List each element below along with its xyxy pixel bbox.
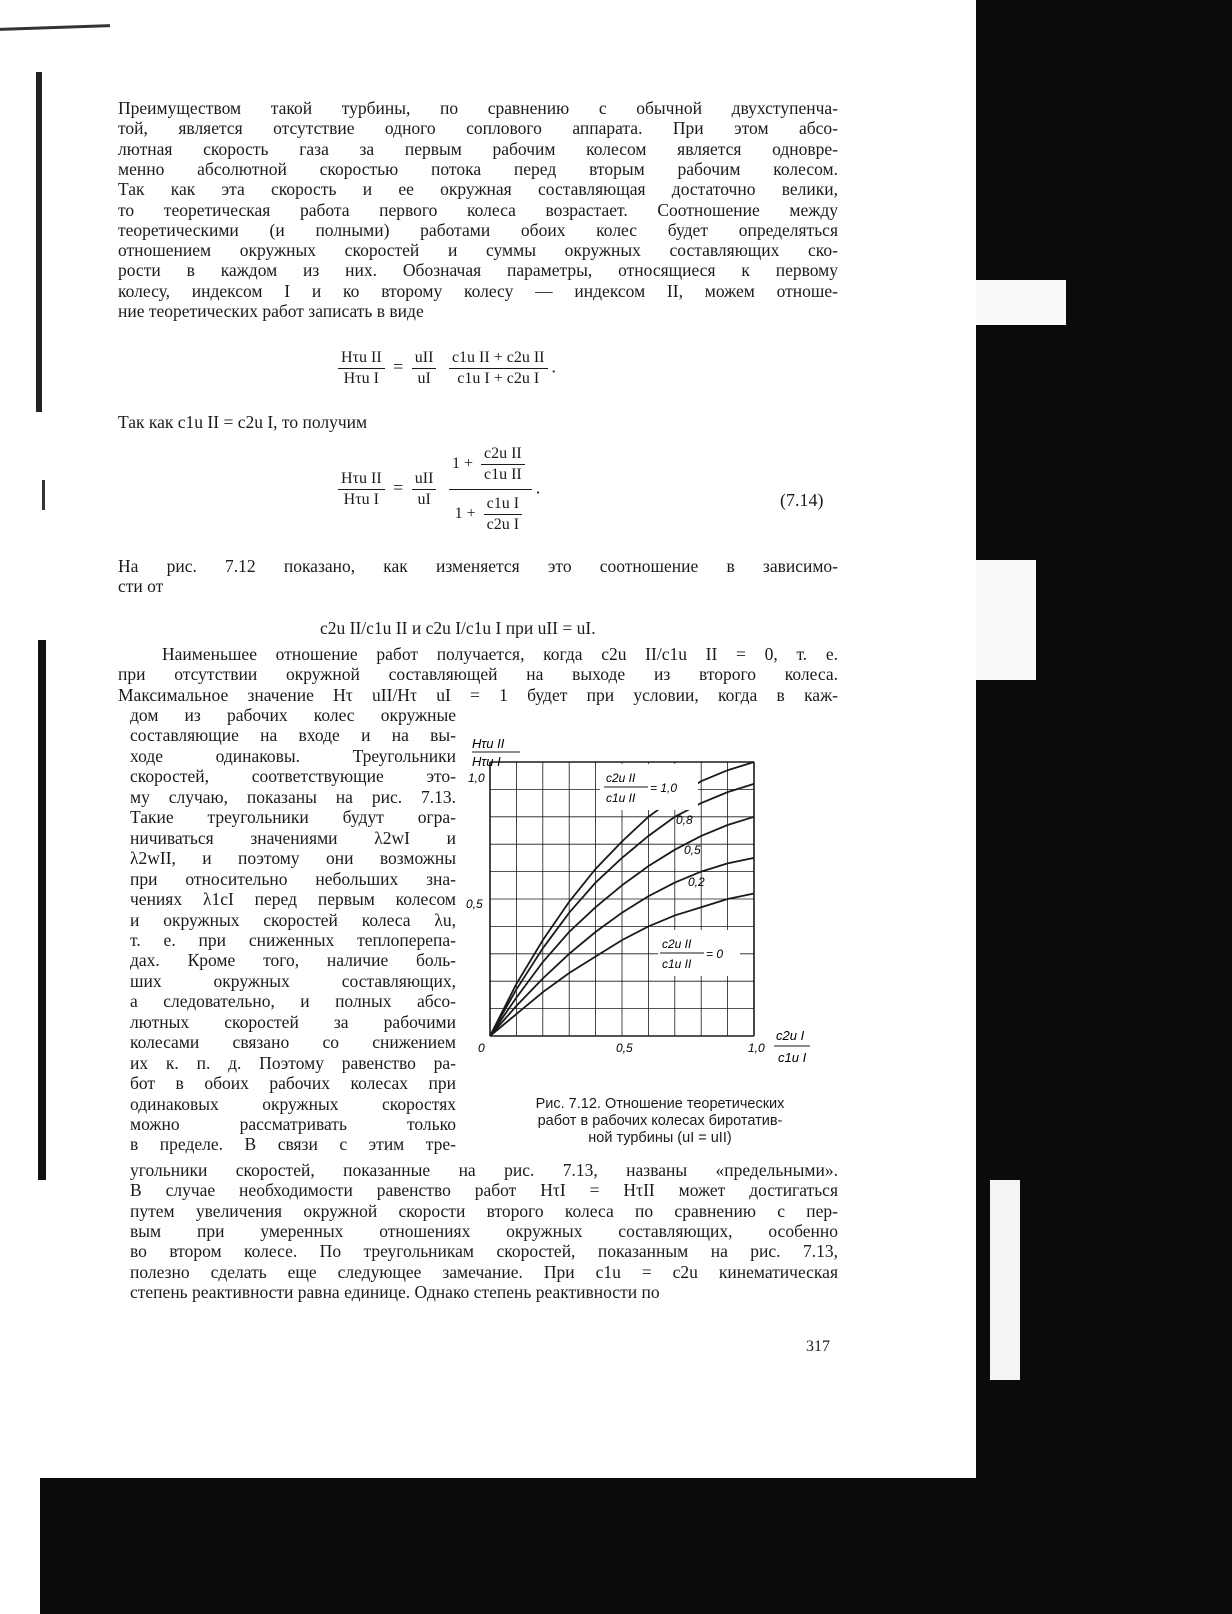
paragraph1-line: теоретическими (и полными) работами обоих колес будет определяться xyxy=(118,219,838,240)
y-tick-05: 0,5 xyxy=(466,897,483,911)
paragraph3_left-line: составляющие на входе и на вы- xyxy=(130,725,456,746)
y-axis-label-den: Hτu I xyxy=(472,754,501,769)
paragraph1-line: Преимуществом такой турбины, по сравнению с обычной двухступенча- xyxy=(118,98,838,118)
paragraph1-line: лютная скорость газа за первым рабочим колесом является одновре- xyxy=(118,138,838,159)
paragraph2-line: сти от xyxy=(118,576,164,597)
eq2-top-frac: $\frac{\text{c2u II}}{\text{c1u II}}$ xyxy=(481,444,525,485)
paragraph1-line: менно абсолютной скоростью потока перед вторым рабочим колесом. xyxy=(118,158,838,179)
page-number: 317 xyxy=(806,1338,830,1355)
paragraph3_left-line: ходе одинаковы. Треугольники xyxy=(130,745,456,766)
eq2-bottom-frac: $\frac{\text{c1u I}}{\text{c2u I}}$ xyxy=(484,494,522,535)
caption-line-2: работ в рабочих колесах биротатив- xyxy=(537,1113,783,1129)
top-label-value: = 1,0 xyxy=(650,781,678,795)
paragraph3_end-line: угольники скоростей, показанные на рис. 7.13, названы «предельными». xyxy=(130,1160,838,1180)
scan-notch xyxy=(976,560,1036,680)
x-axis-label-den: c1u I xyxy=(778,1050,807,1065)
eq1-lhs: $\frac{\text{Hτu II}}{\text{Hτu I}}$ xyxy=(338,348,385,389)
scan-notch xyxy=(976,280,1066,325)
scan-dark-edge-bottom xyxy=(40,1478,1232,1614)
paragraph3_end-line: путем увеличения окружной скорости второго колеса по сравнению с пер- xyxy=(130,1200,838,1221)
formula-centered: c2u II/c1u II и c2u I/c1u I при uII = uI. xyxy=(320,618,596,638)
paragraph3_left-line: и окружных скоростей колеса λu, xyxy=(130,909,456,930)
chart-labels xyxy=(466,736,810,1065)
paragraph1-line: Так как эта скорость и ее окружная составляющая достаточно велики, xyxy=(118,179,838,200)
paragraph3_end-line: вым при умеренных отношениях окружных составляющих, особенно xyxy=(130,1220,838,1241)
x-axis-label-num: c2u I xyxy=(776,1028,805,1043)
paragraph3_left-line: а следовательно, и полных абсо- xyxy=(130,991,456,1012)
paragraph3_left-line: дом из рабочих колес окружные xyxy=(130,705,456,725)
equation-2: $\frac{\text{Hτu II}}{\text{Hτu I}}$ = $\frac{\text{uII}}{uI}$ 1 + $\frac{\text{c2u II}}{\text{c1u II}}$ 1 + $\frac{\text{c1u I}}{\text{c2u I}}$ . xyxy=(334,444,540,535)
paragraph3_left-line: ничиваться значениями λ2wI и xyxy=(130,827,456,848)
paragraph1-line: той, является отсутствие одного соплового аппарата. При этом абсо- xyxy=(118,118,838,139)
paragraph1-line: колесу, индексом I и ко второму колесу — индексом II, можем отноше- xyxy=(118,280,838,301)
caption-line-1: Рис. 7.12. Отношение теоретических xyxy=(535,1096,785,1112)
paragraph3_left-line: λ2wII, и поэтому они возможны xyxy=(130,848,456,869)
paragraph3_end-line: полезно сделать еще следующее замечание. При c1u = c2u кинематическая xyxy=(130,1261,838,1282)
x-tick-1: 1,0 xyxy=(748,1041,765,1055)
paragraph3_left-line: Такие треугольники будут огра- xyxy=(130,807,456,828)
paragraph1-line: рости в каждом из них. Обозначая параметры, относящиеся к первому xyxy=(118,260,838,281)
caption-line-3: ной турбины (uI = uII) xyxy=(588,1130,732,1146)
paragraph3_full-line: при отсутствии окружной составляющей на выходе из второго колеса. xyxy=(118,664,838,685)
paragraph3_end-line: В случае необходимости равенство работ HτI = HτII может достигаться xyxy=(130,1180,838,1201)
figure-7-12 xyxy=(466,736,832,1096)
paragraph3_left-line: колесами связано со снижением xyxy=(130,1032,456,1053)
paragraph1-line: ние теоретических работ записать в виде xyxy=(118,301,424,321)
text-since: Так как c1u II = c2u I, то получим xyxy=(118,412,368,432)
paragraph3_full-line: Наименьшее отношение работ получается, когда c2u II/c1u II = 0, т. е. xyxy=(162,644,838,664)
curve-label-08: 0,8 xyxy=(676,813,693,827)
paragraph3_left-line: чениях λ1cI перед первым колесом xyxy=(130,889,456,910)
equation-number: (7.14) xyxy=(780,490,824,510)
paragraph3_left-line: при относительно небольших зна- xyxy=(130,868,456,889)
bottom-label-den: c1u II xyxy=(662,957,692,971)
top-label-den: c1u II xyxy=(606,791,636,805)
bottom-label-value: = 0 xyxy=(706,947,724,961)
curve-label-02: 0,2 xyxy=(688,875,705,889)
paragraph3_left-line: бот в обоих рабочих колесах при xyxy=(130,1073,456,1094)
paragraph3_left-line: дах. Кроме того, наличие боль- xyxy=(130,950,456,971)
paragraph3_left-line: можно рассматривать только xyxy=(130,1114,456,1134)
paragraph3_left-line: их к. п. д. Поэтому равенство ра- xyxy=(130,1052,456,1073)
figure-caption xyxy=(500,1096,820,1147)
eq1-ratio-c: $\frac{\text{c1u II + c2u II}}{\text{c1u I + c2u I}}$ xyxy=(449,348,548,389)
paragraph3_end-line: степень реактивности равна единице. Однако степень реактивности по xyxy=(130,1281,660,1302)
paragraph3_left-line: ших окружных составляющих, xyxy=(130,970,456,991)
paragraph3_left-line: скоростей, соответствующие это- xyxy=(130,766,456,787)
paragraph3_left-line: лютных скоростей за рабочими xyxy=(130,1011,456,1032)
eq2-ratio-u: $\frac{\text{uII}}{uI}$ xyxy=(412,469,437,510)
y-tick-1: 1,0 xyxy=(468,771,485,785)
eq1-ratio-u: $\frac{\text{uII}}{uI}$ xyxy=(412,348,437,389)
bottom-label-num: c2u II xyxy=(662,937,692,951)
y-tick-0: 0 xyxy=(478,1041,485,1055)
paragraph3_left-line: т. е. при сниженных теплоперепа- xyxy=(130,929,456,950)
paragraph3_full-line: Максимальное значение Hτ uII/Hτ uI = 1 будет при условии, когда в каж- xyxy=(118,684,838,705)
paragraph1-line: то теоретическая работа первого колеса возрастает. Соотношение между xyxy=(118,199,838,220)
equation-1: $\frac{\text{Hτu II}}{\text{Hτu I}}$ = $\frac{\text{uII}}{uI}$ $\frac{\text{c1u II + c2u II}}{\text{c1u I + c2u I}}$ . xyxy=(334,348,556,389)
paragraph3_left-line: одинаковых окружных скоростях xyxy=(130,1093,456,1114)
curve-label-05: 0,5 xyxy=(684,843,701,857)
y-axis-label-num: Hτu II xyxy=(472,736,505,751)
x-tick-05: 0,5 xyxy=(616,1041,633,1055)
paragraph1-line: отношением окружных скоростей и суммы окружных составляющих ско- xyxy=(118,240,838,261)
top-label-num: c2u II xyxy=(606,771,636,785)
scan-notch xyxy=(990,1180,1020,1380)
paragraph3_end-line: во втором колесе. По треугольникам скоростей, показанным на рис. 7.13, xyxy=(130,1241,838,1262)
eq2-lhs: $\frac{\text{Hτu II}}{\text{Hτu I}}$ xyxy=(338,469,385,510)
paragraph3_left-line: му случаю, показаны на рис. 7.13. xyxy=(130,786,456,807)
eq2-compound: 1 + $\frac{\text{c2u II}}{\text{c1u II}}$ 1 + $\frac{\text{c1u I}}{\text{c2u I}}$ xyxy=(449,444,532,535)
paragraph3_left-line: в пределе. В связи с этим тре- xyxy=(130,1134,456,1155)
paragraph2-line: На рис. 7.12 показано, как изменяется это соотношение в зависимо- xyxy=(118,556,838,576)
